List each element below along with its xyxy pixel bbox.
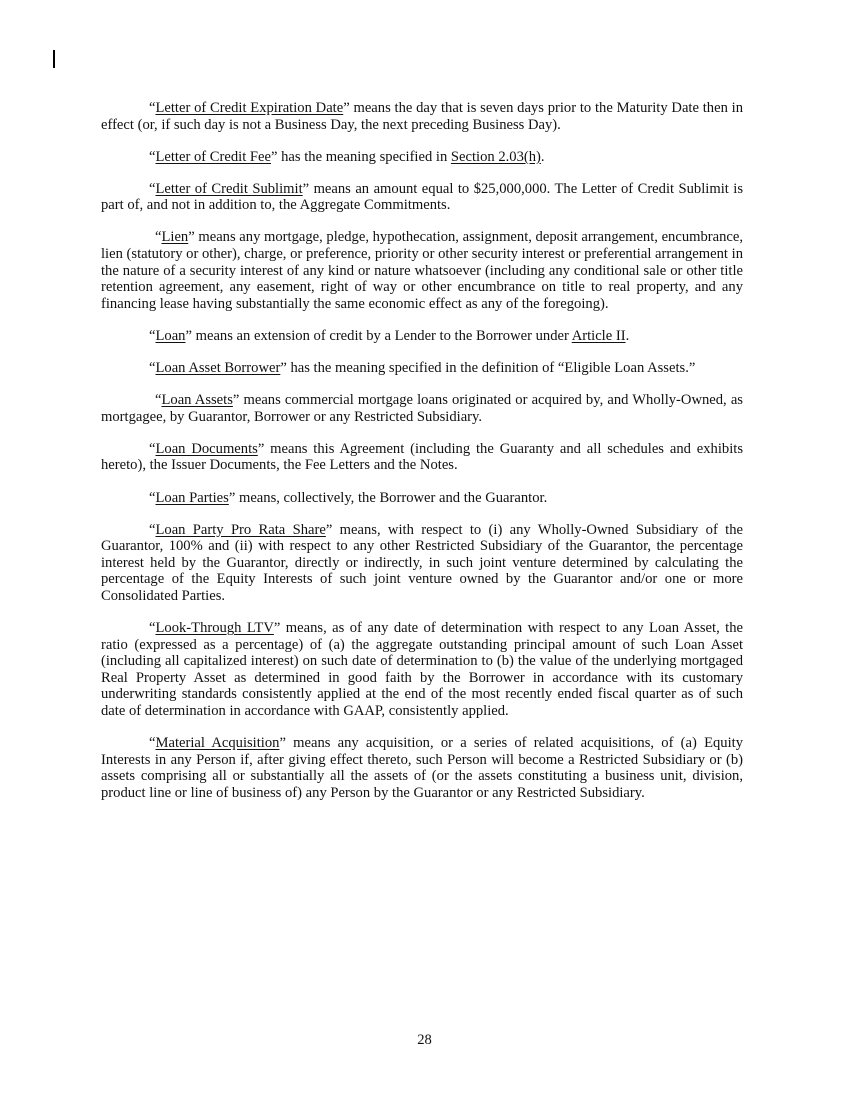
definition-text: ” means, with respect to (i) any Wholly-Owned Subsidiary of the Guarantor, 100% and (ii) with respect to any other Restricted Subsidiary of the Guarantor, the percentage interest held by the Guarantor, directly or indirectly, in such joint venture determined by calculating the percentage of the Equity Interests of such joint venture owned by the Guarantor and/or one or more Consolidated Parties. <box>101 521 743 604</box>
definition-loan-assets: “Loan Assets” means commercial mortgage loans originated or acquired by, and Wholly-Owned, as mortgagee, by Guarantor, Borrower or any Restricted Subsidiary. <box>101 392 743 425</box>
definition-letter-of-credit-fee: “Letter of Credit Fee” has the meaning specified in Section 2.03(h). <box>149 148 545 165</box>
defined-term: Loan Documents <box>155 440 258 457</box>
defined-term: Loan Asset Borrower <box>155 360 281 377</box>
definition-text: ” means, as of any date of determination with respect to any Loan Asset, the ratio (expressed as a percentage) of (a) the aggregate outstanding principal amount of such Loan Asset (including all capitalized interest) on such date of determination to (b) the value of the underlying mortgaged Real Property Asset as determined in good faith by the Borrower in accordance with its customary underwriting standards consistently applied at the end of the most recently ended fiscal quarter as of such date of determination in accordance with GAAP, consistently applied. <box>101 620 743 720</box>
definition-text: ” means this Agreement (including the Guaranty and all schedules and exhibits hereto), the Issuer Documents, the Fee Letters and the Notes. <box>101 440 743 474</box>
definition-text: ” means commercial mortgage loans originated or acquired by, and Wholly-Owned, as mortgagee, by Guarantor, Borrower or any Restricted Subsidiary. <box>101 392 743 425</box>
definition-loan-asset-borrower: “Loan Asset Borrower” has the meaning specified in the definition of “Eligible Loan Assets.” <box>149 360 696 377</box>
section-reference-link: Section 2.03(h) <box>450 148 541 165</box>
definition-look-through-ltv: “Look-Through LTV” means, as of any date of determination with respect to any Loan Asset, the ratio (expressed as a percentage) of (a) the aggregate outstanding principal amount of such Loan Asset (including all capitalized interest) on such date of determination to (b) the value of the underlying mortgaged Real Property Asset as determined in good faith by the Borrower in accordance with its customary underwriting standards consistently applied at the end of the most recently ended fiscal quarter as of such date of determination in accordance with GAAP, consistently applied. <box>101 620 743 720</box>
definition-text-end: . <box>540 148 545 165</box>
document-body <box>101 100 743 817</box>
definition-loan: “Loan” means an extension of credit by a Lender to the Borrower under Article II. <box>149 327 630 344</box>
definition-text: ” has the meaning specified in the definition of “Eligible Loan Assets.” <box>280 360 696 377</box>
defined-term: Loan Assets <box>161 392 233 409</box>
definition-text: ” means an extension of credit by a Lender to the Borrower under <box>185 327 572 344</box>
definition-letter-of-credit-sublimit: “Letter of Credit Sublimit” means an amount equal to $25,000,000. The Letter of Credit Sublimit is part of, and not in addition to, the Aggregate Commitments. <box>101 180 744 214</box>
definition-letter-of-credit-expiration-date: “Letter of Credit Expiration Date” means the day that is seven days prior to the Maturity Date then in effect (or, if such day is not a Business Day, the next preceding Business Day). <box>101 100 743 133</box>
defined-term: Loan <box>155 327 186 344</box>
definition-text: ” means any mortgage, pledge, hypothecation, assignment, deposit arrangement, encumbrance, lien (statutory or other), charge, or preference, priority or other security interest or preferential arrangement in the nature of a security interest of any kind or nature whatsoever (including any conditional sale or other title retention agreement, any easement, right of way or other encumbrance on title to real property, and any financing lease having substantially the same economic effect as any of the foregoing). <box>101 229 744 312</box>
definition-text: ” means, collectively, the Borrower and the Guarantor. <box>228 489 548 506</box>
definition-text-end: . <box>625 327 630 344</box>
definition-text: ” means any acquisition, or a series of related acquisitions, of (a) Equity Interests in any Person if, after giving effect thereto, such Person will become a Restricted Subsidiary or (b) assets comprising all or substantially all the assets of (or the assets constituting a business unit, division, product line or line of business of) any Person by the Guarantor or any Restricted Subsidiary. <box>101 735 743 801</box>
definition-loan-parties: “Loan Parties” means, collectively, the Borrower and the Guarantor. <box>149 489 548 506</box>
defined-term: Letter of Credit Expiration Date <box>155 100 344 116</box>
definition-loan-party-pro-rata-share: “Loan Party Pro Rata Share” means, with respect to (i) any Wholly-Owned Subsidiary of the Guarantor, 100% and (ii) with respect to any other Restricted Subsidiary of the Guarantor, the percentage interest held by the Guarantor, directly or indirectly, in such joint venture determined by calculating the percentage of the Equity Interests of such joint venture owned by the Guarantor and/or one or more Consolidated Parties. <box>101 521 743 604</box>
defined-term: Lien <box>161 229 189 246</box>
definition-text: ” means an amount equal to $25,000,000. The Letter of Credit Sublimit is part of, and not in addition to, the Aggregate Commitments. <box>101 180 744 214</box>
definition-lien: “Lien” means any mortgage, pledge, hypothecation, assignment, deposit arrangement, encumbrance, lien (statutory or other), charge, or preference, priority or other security interest or preferential arrangement in the nature of a security interest of any kind or nature whatsoever (including any conditional sale or other title retention agreement, any easement, right of way or other encumbrance on title to real property, and any financing lease having substantially the same economic effect as any of the foregoing). <box>101 229 744 312</box>
definition-material-acquisition: “Material Acquisition” means any acquisition, or a series of related acquisitions, of (a) Equity Interests in any Person if, after giving effect thereto, such Person will become a Restricted Subsidiary or (b) assets comprising all or substantially all the assets of (or the assets constituting a business unit, division, product line or line of business of) any Person by the Guarantor or any Restricted Subsidiary. <box>101 735 743 801</box>
article-reference-link: Article II <box>571 327 626 344</box>
defined-term: Loan Party Pro Rata Share <box>155 521 326 538</box>
defined-term: Look-Through LTV <box>155 620 274 637</box>
page-number: 28 <box>417 1032 432 1048</box>
definition-text: ” means the day that is seven days prior to the Maturity Date then in effect (or, if such day is not a Business Day, the next preceding Business Day). <box>101 100 743 133</box>
defined-term: Letter of Credit Sublimit <box>155 180 303 197</box>
revision-change-bar <box>53 50 55 68</box>
definition-text: ” has the meaning specified in <box>270 148 451 165</box>
defined-term: Letter of Credit Fee <box>155 148 271 165</box>
defined-term: Material Acquisition <box>155 735 280 752</box>
definition-loan-documents: “Loan Documents” means this Agreement (including the Guaranty and all schedules and exhibits hereto), the Issuer Documents, the Fee Letters and the Notes. <box>101 440 743 474</box>
defined-term: Loan Parties <box>155 489 229 506</box>
